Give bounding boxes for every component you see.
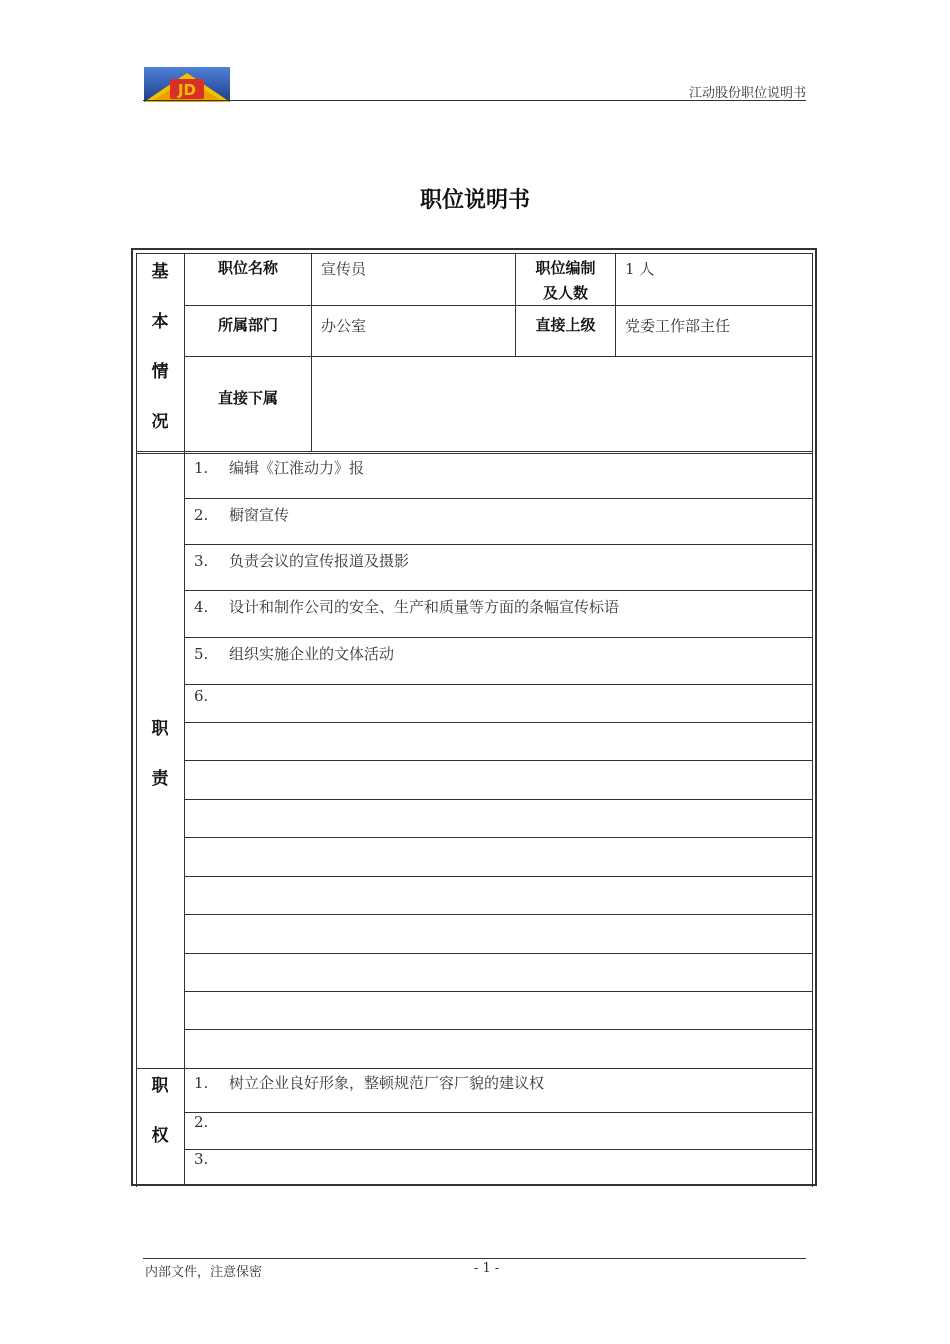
row-divider bbox=[184, 590, 813, 591]
headcount-label-line2: 及人数 bbox=[542, 284, 588, 302]
row-divider bbox=[184, 544, 813, 545]
duty-item bbox=[194, 504, 289, 525]
authority-item-number: 3. bbox=[194, 1150, 209, 1168]
row-divider bbox=[184, 1149, 813, 1150]
label-column-divider bbox=[311, 253, 312, 451]
row-divider bbox=[184, 722, 813, 723]
section-label-basic-3: 情 bbox=[151, 362, 169, 382]
section-label-duties-2: 责 bbox=[151, 769, 169, 789]
authority-item bbox=[194, 1072, 544, 1093]
section-label-basic-1: 基 bbox=[151, 262, 169, 282]
position-name-value: 宣传员 bbox=[321, 260, 367, 278]
department-value: 办公室 bbox=[321, 317, 367, 335]
duty-item-number: 6. bbox=[194, 687, 209, 705]
page-title: 职位说明书 bbox=[419, 188, 530, 213]
department-label: 所属部门 bbox=[217, 316, 278, 334]
header-divider bbox=[143, 100, 806, 101]
section-label-duties-1: 职 bbox=[151, 719, 169, 739]
duty-item-number: 3. bbox=[194, 552, 209, 570]
row-divider bbox=[184, 637, 813, 638]
subordinate-label: 直接下属 bbox=[217, 389, 278, 407]
duty-item bbox=[194, 687, 229, 705]
section-divider bbox=[136, 451, 813, 452]
section-divider bbox=[136, 453, 813, 454]
headcount-value: 1 人 bbox=[625, 260, 655, 278]
authority-item-number: 2. bbox=[194, 1113, 209, 1131]
duty-item-number: 4. bbox=[194, 598, 209, 616]
company-logo bbox=[144, 67, 230, 102]
row-divider bbox=[184, 876, 813, 877]
authority-item bbox=[194, 1150, 229, 1168]
header-doc-title: 江动股份职位说明书 bbox=[688, 86, 806, 101]
authority-item-number: 1. bbox=[194, 1074, 209, 1092]
svg-text:JD: JD bbox=[177, 81, 197, 99]
supervisor-value: 党委工作部主任 bbox=[625, 317, 731, 335]
duty-item-text: 编辑《江淮动力》报 bbox=[229, 459, 365, 477]
section-label-authority-2: 权 bbox=[151, 1126, 169, 1146]
page-number: - 1 - bbox=[474, 1261, 500, 1276]
row-divider bbox=[184, 760, 813, 761]
row-divider bbox=[184, 991, 813, 992]
row-divider bbox=[184, 684, 813, 685]
section-label-basic-2: 本 bbox=[151, 312, 169, 332]
supervisor-label: 直接上级 bbox=[535, 316, 596, 334]
duty-item bbox=[194, 596, 619, 617]
duty-item bbox=[194, 643, 394, 664]
duty-item-number: 5. bbox=[194, 645, 209, 663]
row-divider bbox=[184, 356, 813, 357]
duty-item bbox=[194, 457, 364, 478]
duty-item-text: 负责会议的宣传报道及摄影 bbox=[229, 552, 410, 570]
row-divider bbox=[184, 837, 813, 838]
row-divider bbox=[184, 914, 813, 915]
section-label-basic-4: 况 bbox=[151, 412, 169, 432]
headcount-label-line1: 职位编制 bbox=[535, 259, 596, 277]
duty-item-number: 2. bbox=[194, 506, 209, 524]
duty-item-number: 1. bbox=[194, 459, 209, 477]
footer-divider bbox=[143, 1258, 806, 1259]
section-label-authority-1: 职 bbox=[151, 1076, 169, 1096]
row-divider bbox=[184, 305, 813, 306]
duty-item-text: 橱窗宣传 bbox=[229, 506, 290, 524]
footer-confidential: 内部文件，注意保密 bbox=[145, 1265, 263, 1280]
duty-item bbox=[194, 550, 409, 571]
row-divider bbox=[184, 953, 813, 954]
duty-item-text: 组织实施企业的文体活动 bbox=[229, 645, 395, 663]
row-divider bbox=[184, 498, 813, 499]
authority-item-text: 树立企业良好形象，整顿规范厂容厂貌的建议权 bbox=[229, 1074, 545, 1092]
authority-item bbox=[194, 1113, 229, 1131]
row-divider bbox=[184, 1029, 813, 1030]
row-divider bbox=[184, 799, 813, 800]
position-name-label: 职位名称 bbox=[217, 259, 278, 277]
row-divider bbox=[184, 1112, 813, 1113]
section-divider bbox=[136, 1068, 813, 1069]
duty-item-text: 设计和制作公司的安全、生产和质量等方面的条幅宣传标语 bbox=[229, 598, 620, 616]
